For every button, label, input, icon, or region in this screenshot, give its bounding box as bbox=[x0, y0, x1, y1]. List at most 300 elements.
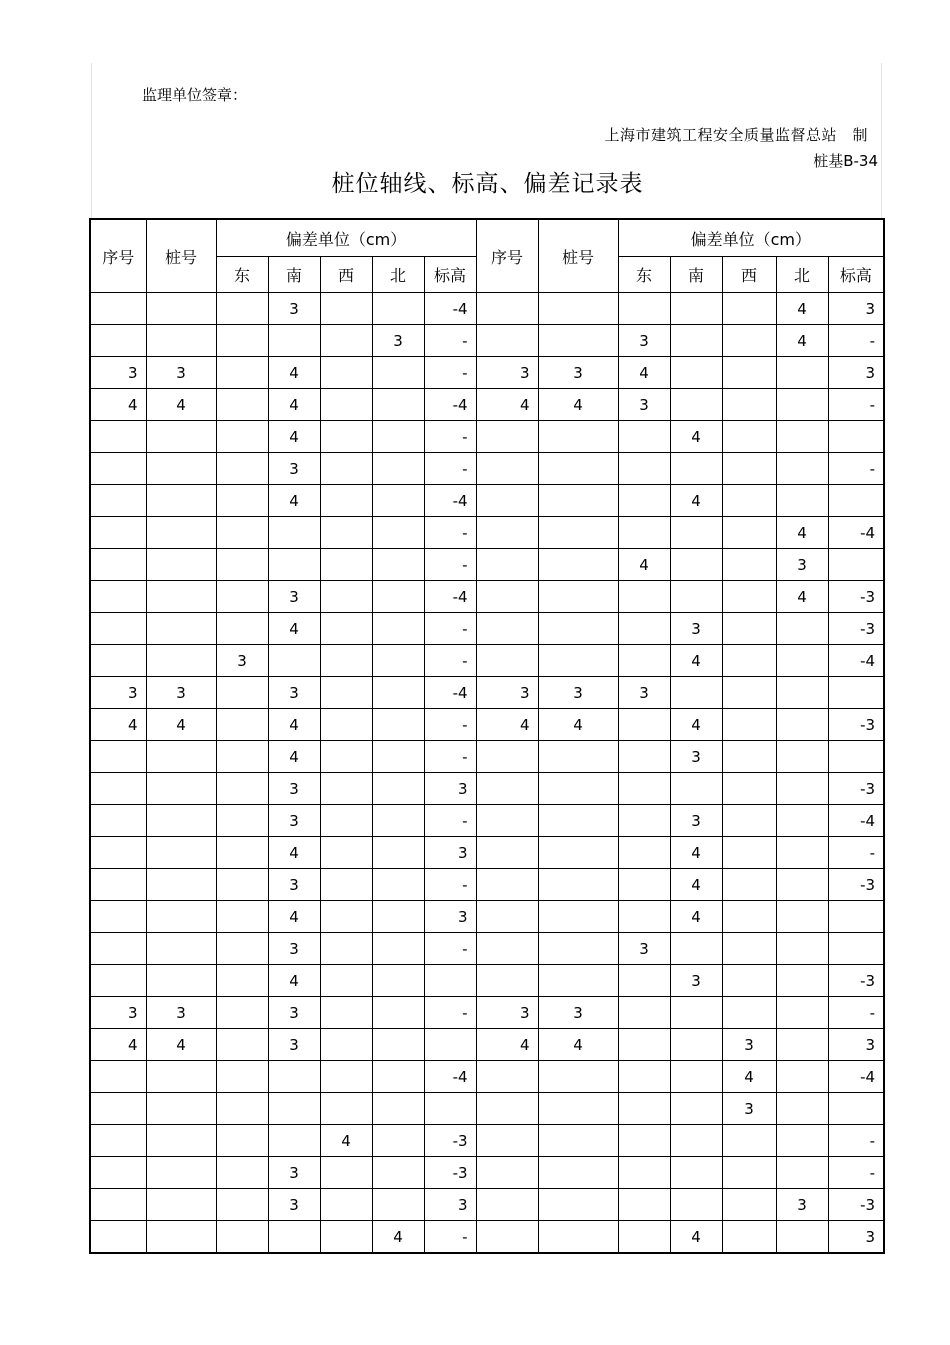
table-cell bbox=[722, 965, 776, 997]
table-cell bbox=[722, 325, 776, 357]
table-cell bbox=[538, 1061, 618, 1093]
table-cell bbox=[320, 1061, 372, 1093]
table-cell bbox=[146, 293, 216, 325]
table-cell bbox=[372, 389, 424, 421]
table-cell bbox=[476, 773, 538, 805]
table-cell bbox=[372, 965, 424, 997]
table-cell bbox=[90, 773, 146, 805]
table-cell bbox=[216, 325, 268, 357]
table-cell bbox=[538, 805, 618, 837]
table-cell bbox=[670, 933, 722, 965]
table-cell: - bbox=[424, 517, 476, 549]
table-cell bbox=[320, 613, 372, 645]
form-code: 桩基B-34 bbox=[813, 152, 878, 170]
table-cell bbox=[320, 741, 372, 773]
table-cell: 3 bbox=[828, 357, 884, 389]
table-cell bbox=[146, 1061, 216, 1093]
table-cell bbox=[538, 965, 618, 997]
table-cell bbox=[618, 293, 670, 325]
table-cell bbox=[618, 517, 670, 549]
table-cell bbox=[722, 453, 776, 485]
table-cell bbox=[372, 1125, 424, 1157]
table-cell bbox=[90, 805, 146, 837]
col-east-header: 东 bbox=[216, 257, 268, 293]
table-cell: 3 bbox=[670, 613, 722, 645]
table-cell bbox=[776, 357, 828, 389]
table-cell: -4 bbox=[828, 645, 884, 677]
table-cell: 3 bbox=[618, 325, 670, 357]
table-row bbox=[90, 773, 884, 805]
table-cell bbox=[320, 549, 372, 581]
signature-label: 监理单位签章： bbox=[142, 86, 248, 104]
table-cell bbox=[776, 453, 828, 485]
table-cell: - bbox=[424, 421, 476, 453]
table-cell: -3 bbox=[828, 869, 884, 901]
table-cell bbox=[216, 453, 268, 485]
table-cell bbox=[776, 709, 828, 741]
table-cell bbox=[538, 485, 618, 517]
table-cell: 4 bbox=[618, 549, 670, 581]
table-cell bbox=[538, 1093, 618, 1125]
table-cell bbox=[146, 805, 216, 837]
table-cell bbox=[776, 869, 828, 901]
table-cell: 4 bbox=[670, 485, 722, 517]
col-west-header: 西 bbox=[722, 257, 776, 293]
table-cell bbox=[722, 581, 776, 613]
table-cell bbox=[618, 837, 670, 869]
table-cell bbox=[372, 1157, 424, 1189]
table-cell: - bbox=[424, 709, 476, 741]
table-cell bbox=[828, 485, 884, 517]
table-cell bbox=[320, 581, 372, 613]
table-cell: -4 bbox=[828, 1061, 884, 1093]
table-cell bbox=[146, 837, 216, 869]
table-cell: 4 bbox=[670, 869, 722, 901]
table-cell: 3 bbox=[776, 1189, 828, 1221]
table-cell bbox=[618, 1157, 670, 1189]
table-cell bbox=[618, 453, 670, 485]
table-cell bbox=[722, 293, 776, 325]
table-cell bbox=[538, 453, 618, 485]
table-cell bbox=[90, 1157, 146, 1189]
table-cell bbox=[146, 549, 216, 581]
table-cell bbox=[216, 677, 268, 709]
table-cell bbox=[424, 965, 476, 997]
table-row bbox=[90, 1221, 884, 1254]
table-cell: -3 bbox=[828, 1189, 884, 1221]
table-cell: 4 bbox=[670, 837, 722, 869]
table-cell: 3 bbox=[424, 1189, 476, 1221]
table-cell: 4 bbox=[538, 389, 618, 421]
table-cell bbox=[372, 741, 424, 773]
table-cell bbox=[90, 741, 146, 773]
table-cell bbox=[476, 869, 538, 901]
table-cell bbox=[216, 805, 268, 837]
table-cell bbox=[538, 869, 618, 901]
table-cell bbox=[670, 389, 722, 421]
table-cell bbox=[722, 677, 776, 709]
table-cell: -4 bbox=[424, 1061, 476, 1093]
table-cell bbox=[776, 965, 828, 997]
table-cell bbox=[372, 901, 424, 933]
table-cell bbox=[372, 485, 424, 517]
table-cell bbox=[372, 933, 424, 965]
table-cell bbox=[476, 421, 538, 453]
table-cell bbox=[722, 933, 776, 965]
table-cell bbox=[216, 709, 268, 741]
table-cell: 4 bbox=[268, 741, 320, 773]
table-cell: - bbox=[828, 325, 884, 357]
table-row bbox=[90, 1093, 884, 1125]
table-cell bbox=[216, 1189, 268, 1221]
table-cell: -3 bbox=[828, 773, 884, 805]
table-cell: -3 bbox=[828, 581, 884, 613]
table-cell bbox=[268, 325, 320, 357]
table-cell: 3 bbox=[424, 773, 476, 805]
table-cell: - bbox=[828, 453, 884, 485]
table-cell: 4 bbox=[268, 485, 320, 517]
table-cell bbox=[372, 453, 424, 485]
table-cell bbox=[90, 645, 146, 677]
table-row bbox=[90, 997, 884, 1029]
table-cell bbox=[320, 1029, 372, 1061]
table-cell bbox=[476, 1221, 538, 1254]
table-cell bbox=[216, 1093, 268, 1125]
table-cell bbox=[618, 581, 670, 613]
table-cell: 3 bbox=[670, 805, 722, 837]
table-cell: 4 bbox=[90, 389, 146, 421]
table-cell bbox=[538, 325, 618, 357]
table-cell bbox=[828, 421, 884, 453]
table-cell: 4 bbox=[90, 709, 146, 741]
table-cell bbox=[670, 677, 722, 709]
table-cell bbox=[146, 1093, 216, 1125]
table-cell bbox=[90, 837, 146, 869]
table-cell bbox=[776, 1093, 828, 1125]
table-cell bbox=[146, 485, 216, 517]
table-cell bbox=[216, 389, 268, 421]
table-cell bbox=[538, 837, 618, 869]
table-cell bbox=[146, 517, 216, 549]
table-cell: - bbox=[828, 1125, 884, 1157]
table-cell bbox=[538, 549, 618, 581]
table-cell: 4 bbox=[722, 1061, 776, 1093]
table-cell: 4 bbox=[776, 325, 828, 357]
table-cell bbox=[776, 645, 828, 677]
table-cell bbox=[476, 1157, 538, 1189]
table-cell: -4 bbox=[424, 581, 476, 613]
table-cell: 3 bbox=[268, 869, 320, 901]
deviation-group-header: 偏差单位（cm） bbox=[618, 219, 884, 257]
table-cell bbox=[372, 613, 424, 645]
table-cell: 3 bbox=[538, 357, 618, 389]
table-cell bbox=[476, 1093, 538, 1125]
table-cell: 4 bbox=[146, 389, 216, 421]
table-cell bbox=[776, 933, 828, 965]
table-cell bbox=[722, 741, 776, 773]
table-cell: - bbox=[424, 357, 476, 389]
table-cell: 3 bbox=[538, 677, 618, 709]
table-row bbox=[90, 517, 884, 549]
table-cell bbox=[670, 1157, 722, 1189]
table-cell bbox=[320, 389, 372, 421]
table-cell bbox=[146, 965, 216, 997]
table-cell bbox=[216, 1125, 268, 1157]
table-cell bbox=[268, 517, 320, 549]
table-row bbox=[90, 389, 884, 421]
table-cell: 3 bbox=[146, 677, 216, 709]
table-cell bbox=[320, 485, 372, 517]
table-cell: -4 bbox=[424, 485, 476, 517]
table-cell bbox=[320, 453, 372, 485]
table-cell: - bbox=[424, 741, 476, 773]
table-cell: -4 bbox=[424, 389, 476, 421]
table-cell bbox=[320, 997, 372, 1029]
table-cell bbox=[320, 805, 372, 837]
table-cell bbox=[828, 549, 884, 581]
table-row bbox=[90, 1061, 884, 1093]
table-cell bbox=[776, 613, 828, 645]
table-cell bbox=[216, 837, 268, 869]
table-cell bbox=[776, 773, 828, 805]
table-cell: 4 bbox=[670, 645, 722, 677]
table-cell bbox=[722, 1221, 776, 1254]
table-cell: 4 bbox=[776, 293, 828, 325]
table-cell bbox=[670, 1189, 722, 1221]
table-cell bbox=[776, 421, 828, 453]
table-cell bbox=[670, 1029, 722, 1061]
table-cell bbox=[216, 421, 268, 453]
table-cell bbox=[90, 901, 146, 933]
table-cell: 3 bbox=[146, 357, 216, 389]
table-cell: - bbox=[424, 869, 476, 901]
table-cell: 3 bbox=[670, 965, 722, 997]
table-cell bbox=[90, 293, 146, 325]
table-cell bbox=[268, 1221, 320, 1254]
table-cell: 4 bbox=[618, 357, 670, 389]
table-cell bbox=[320, 325, 372, 357]
table-cell bbox=[476, 645, 538, 677]
table-cell bbox=[538, 645, 618, 677]
table-cell bbox=[722, 517, 776, 549]
table-cell bbox=[146, 933, 216, 965]
table-cell bbox=[776, 1157, 828, 1189]
table-cell: 4 bbox=[776, 581, 828, 613]
table-cell bbox=[146, 1125, 216, 1157]
table-cell bbox=[372, 837, 424, 869]
table-cell bbox=[216, 1061, 268, 1093]
table-cell bbox=[828, 741, 884, 773]
table-cell: 3 bbox=[268, 1189, 320, 1221]
table-cell bbox=[828, 1093, 884, 1125]
table-cell bbox=[320, 677, 372, 709]
table-cell bbox=[146, 741, 216, 773]
table-cell bbox=[476, 325, 538, 357]
table-cell bbox=[320, 837, 372, 869]
table-row bbox=[90, 325, 884, 357]
table-cell: -3 bbox=[828, 965, 884, 997]
table-cell bbox=[146, 453, 216, 485]
table-cell bbox=[476, 613, 538, 645]
table-cell: - bbox=[424, 933, 476, 965]
table-cell bbox=[476, 901, 538, 933]
table-cell: - bbox=[424, 325, 476, 357]
table-cell: 3 bbox=[268, 805, 320, 837]
table-cell: 3 bbox=[268, 293, 320, 325]
table-cell: -4 bbox=[828, 805, 884, 837]
table-row bbox=[90, 741, 884, 773]
col-pile-header: 桩号 bbox=[538, 219, 618, 293]
table-cell bbox=[722, 549, 776, 581]
table-cell bbox=[538, 1125, 618, 1157]
table-cell: 4 bbox=[90, 1029, 146, 1061]
table-row bbox=[90, 1157, 884, 1189]
table-row bbox=[90, 709, 884, 741]
table-cell bbox=[670, 325, 722, 357]
table-cell bbox=[372, 421, 424, 453]
table-cell bbox=[538, 901, 618, 933]
table-cell: - bbox=[828, 997, 884, 1029]
table-cell: 3 bbox=[90, 677, 146, 709]
table-cell bbox=[216, 965, 268, 997]
col-north-header: 北 bbox=[372, 257, 424, 293]
table-cell bbox=[538, 293, 618, 325]
table-cell bbox=[320, 1093, 372, 1125]
table-cell bbox=[216, 1029, 268, 1061]
table-row bbox=[90, 357, 884, 389]
col-elevation-header: 标高 bbox=[424, 257, 476, 293]
table-cell: 4 bbox=[268, 613, 320, 645]
table-cell bbox=[90, 485, 146, 517]
table-cell bbox=[476, 485, 538, 517]
table-cell bbox=[722, 1157, 776, 1189]
table-row bbox=[90, 1189, 884, 1221]
table-cell bbox=[670, 997, 722, 1029]
col-pile-header: 桩号 bbox=[146, 219, 216, 293]
table-cell bbox=[216, 933, 268, 965]
col-west-header: 西 bbox=[320, 257, 372, 293]
table-cell bbox=[722, 773, 776, 805]
table-cell bbox=[618, 965, 670, 997]
table-cell bbox=[618, 1061, 670, 1093]
table-cell: 4 bbox=[268, 965, 320, 997]
table-cell bbox=[476, 517, 538, 549]
table-cell: 3 bbox=[268, 453, 320, 485]
table-cell bbox=[776, 1061, 828, 1093]
table-cell bbox=[722, 869, 776, 901]
table-cell bbox=[146, 581, 216, 613]
table-cell bbox=[618, 613, 670, 645]
table-cell bbox=[476, 1061, 538, 1093]
table-cell: 4 bbox=[320, 1125, 372, 1157]
table-cell bbox=[372, 709, 424, 741]
table-cell bbox=[146, 325, 216, 357]
table-cell bbox=[618, 1189, 670, 1221]
table-cell: - bbox=[424, 997, 476, 1029]
table-cell bbox=[618, 869, 670, 901]
table-cell: -4 bbox=[424, 677, 476, 709]
table-cell: 3 bbox=[538, 997, 618, 1029]
table-cell bbox=[320, 1157, 372, 1189]
table-cell bbox=[776, 1029, 828, 1061]
table-cell bbox=[722, 1125, 776, 1157]
table-cell bbox=[90, 517, 146, 549]
table-cell bbox=[828, 901, 884, 933]
table-cell bbox=[476, 549, 538, 581]
table-cell bbox=[90, 965, 146, 997]
table-cell bbox=[424, 1093, 476, 1125]
table-cell: 3 bbox=[722, 1093, 776, 1125]
table-cell bbox=[476, 933, 538, 965]
table-cell: -3 bbox=[424, 1157, 476, 1189]
table-cell bbox=[216, 517, 268, 549]
table-cell: - bbox=[424, 453, 476, 485]
table-row bbox=[90, 901, 884, 933]
organization-label: 上海市建筑工程安全质量监督总站 制 bbox=[604, 126, 868, 144]
table-cell bbox=[722, 901, 776, 933]
table-cell bbox=[776, 901, 828, 933]
table-cell bbox=[372, 1093, 424, 1125]
table-cell bbox=[670, 293, 722, 325]
table-cell: 4 bbox=[146, 1029, 216, 1061]
table-cell: 3 bbox=[476, 677, 538, 709]
record-table bbox=[89, 218, 885, 1254]
table-cell bbox=[424, 1029, 476, 1061]
table-cell bbox=[320, 293, 372, 325]
table-cell: 3 bbox=[722, 1029, 776, 1061]
table-cell bbox=[538, 933, 618, 965]
table-cell: 4 bbox=[670, 1221, 722, 1254]
table-cell: - bbox=[424, 613, 476, 645]
col-south-header: 南 bbox=[670, 257, 722, 293]
table-cell bbox=[90, 581, 146, 613]
table-row bbox=[90, 677, 884, 709]
table-cell bbox=[476, 741, 538, 773]
table-cell bbox=[538, 1157, 618, 1189]
table-cell bbox=[90, 869, 146, 901]
table-cell: 4 bbox=[670, 709, 722, 741]
table-cell bbox=[670, 581, 722, 613]
table-cell bbox=[538, 581, 618, 613]
table-cell bbox=[618, 1221, 670, 1254]
table-cell: 4 bbox=[670, 901, 722, 933]
table-cell bbox=[618, 773, 670, 805]
table-cell: 3 bbox=[268, 933, 320, 965]
table-cell: 4 bbox=[268, 901, 320, 933]
table-cell bbox=[618, 485, 670, 517]
table-cell bbox=[722, 805, 776, 837]
table-cell: 4 bbox=[476, 709, 538, 741]
table-cell: -3 bbox=[828, 709, 884, 741]
table-cell: -3 bbox=[424, 1125, 476, 1157]
table-cell bbox=[146, 1189, 216, 1221]
table-cell bbox=[476, 965, 538, 997]
table-cell bbox=[90, 1061, 146, 1093]
table-cell bbox=[372, 1029, 424, 1061]
table-cell: 3 bbox=[268, 581, 320, 613]
table-cell bbox=[476, 1189, 538, 1221]
table-cell bbox=[90, 421, 146, 453]
table-cell bbox=[722, 421, 776, 453]
table-cell bbox=[146, 421, 216, 453]
table-cell bbox=[670, 1093, 722, 1125]
table-cell bbox=[216, 869, 268, 901]
table-cell bbox=[722, 709, 776, 741]
table-cell bbox=[670, 357, 722, 389]
table-cell: 4 bbox=[268, 709, 320, 741]
table-cell bbox=[538, 1221, 618, 1254]
table-cell bbox=[618, 741, 670, 773]
